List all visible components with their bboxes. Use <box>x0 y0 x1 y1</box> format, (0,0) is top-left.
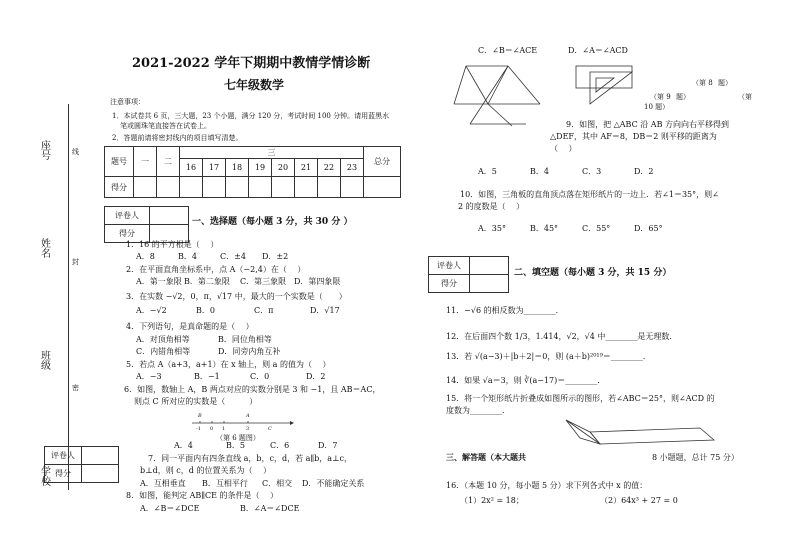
q9-line3: （ ） <box>550 144 577 153</box>
q6-opt-a: A．4 <box>174 441 193 450</box>
page-title: 2021-2022 学年下期期中教情学情诊断 <box>132 56 371 71</box>
fig8-caption-b: 题） <box>718 79 732 87</box>
q8-opt-d: D．∠A＝∠ACD <box>568 46 628 55</box>
q10-opt-b: B．45° <box>530 224 559 233</box>
th-one: 一 <box>134 147 157 177</box>
name-label: 姓名 <box>38 238 50 258</box>
q2-opt-c: C．第三象限 <box>240 277 287 286</box>
q11: 11．−√6 的相反数为________． <box>446 306 564 315</box>
q1-opt-d: D．±2 <box>262 252 289 261</box>
q9-opt-d: D．2 <box>634 167 654 176</box>
class-label: 班级 <box>38 350 50 370</box>
q8-opt-b: B．∠A＝∠DCE <box>240 504 300 513</box>
q4-opt-a: A．对顶角相等 <box>136 335 190 344</box>
th-total: 总分 <box>364 147 401 177</box>
score-table <box>104 146 401 198</box>
score-label: 得分 <box>429 275 470 293</box>
score-label: 得分 <box>45 465 82 483</box>
q13: 13．若 √(a−3)＋|b＋2|＝0，则 (a＋b)²⁰¹⁹＝________． <box>446 352 651 361</box>
fig10-caption-b: 10 题） <box>644 103 670 111</box>
score-cell[interactable] <box>82 465 119 483</box>
q3-opt-b: B．0 <box>196 306 215 315</box>
page-subtitle: 七年级数学 <box>224 78 285 92</box>
q8-opt-a: A．∠B＝∠DCE <box>140 504 200 513</box>
q2-opt-d: D．第四象限 <box>294 277 341 286</box>
school-label: 学校 <box>38 466 50 486</box>
grader-box-s1 <box>104 206 189 243</box>
seal-feng: 封 <box>72 258 79 266</box>
q4-opt-b: B．同位角相等 <box>218 335 272 344</box>
q7-line1: 7．同一平面内有四条直线 a，b，c，d，若 a∥b，a⊥c， <box>148 454 353 463</box>
q5-opt-b: B．−1 <box>194 372 220 381</box>
section3-title: 三、解答题（本大题共 <box>446 452 526 462</box>
axis-label-0: 0 <box>210 426 214 432</box>
q4-opt-c: C．内错角相等 <box>136 347 191 356</box>
section2-title: 二、填空题（每小题 3 分，共 15 分） <box>514 268 672 278</box>
score-cell[interactable] <box>272 177 295 198</box>
grader-box-left <box>44 446 119 483</box>
q15-line2: 度数为________． <box>446 406 510 415</box>
grader-label: 评卷人 <box>105 207 150 225</box>
section3-title-b: 8 小题题，总计 75 分） <box>652 453 739 462</box>
seal-mi: 密 <box>72 384 79 392</box>
q3-opt-c: C．π <box>254 306 274 315</box>
score-cell[interactable] <box>341 177 364 198</box>
axis-label-b: B <box>198 413 202 419</box>
note-2: 2．答题前请将密封线内的项目填写清楚。 <box>112 134 243 142</box>
notes-heading: 注意事项： <box>110 98 145 106</box>
score-cell[interactable] <box>364 177 401 198</box>
q9-line1: 9．如图，把 △ABC 沿 AB 方向向右平移得到 <box>566 120 729 129</box>
q10-opt-d: D．65° <box>634 224 663 233</box>
score-label: 得分 <box>105 225 150 243</box>
th-16: 16 <box>180 159 203 177</box>
fig8-caption: （第 8 <box>692 79 713 87</box>
q4: 4．下列语句，是真命题的是（ ） <box>126 322 254 331</box>
q6-opt-b: B．5 <box>226 441 245 450</box>
fig10-caption: （第 <box>738 93 752 101</box>
fig9-caption-b: 题） <box>676 93 690 101</box>
score-cell[interactable] <box>157 177 180 198</box>
score-cell[interactable] <box>180 177 203 198</box>
q1-opt-a: A．8 <box>136 252 155 261</box>
th-17: 17 <box>203 159 226 177</box>
q10-opt-a: A．35° <box>478 224 506 233</box>
q9-opt-b: B．4 <box>530 167 549 176</box>
q7-opt-a: A．互相垂直 <box>140 479 186 488</box>
q16: 16．（本题 10 分，每小题 5 分）求下列各式中 x 的值： <box>446 481 648 490</box>
grader-label: 评卷人 <box>45 447 82 465</box>
score-cell[interactable] <box>295 177 318 198</box>
th-three: 三 <box>180 147 364 159</box>
q9-opt-a: A．5 <box>478 167 497 176</box>
q7-opt-d: D．不能确定关系 <box>302 479 365 488</box>
th-18: 18 <box>226 159 249 177</box>
note-1b: 笔或圆珠笔直接答在试卷上。 <box>120 122 211 130</box>
q6-line2: 则点 C 所对应的实数是（ ） <box>134 397 258 406</box>
grader-cell[interactable] <box>82 447 119 465</box>
q1: 1．16 的平方根是（ ） <box>126 240 219 249</box>
score-cell[interactable] <box>470 275 509 293</box>
q3-opt-d: D．√17 <box>310 306 340 315</box>
score-row-label: 得分 <box>105 177 134 198</box>
th-22: 22 <box>318 159 341 177</box>
q5-opt-d: D．2 <box>306 372 326 381</box>
q15-line1: 15．将一个矩形纸片折叠成如图所示的图形，若∠ABC＝25°，则∠ACD 的 <box>446 394 715 403</box>
q8-opt-c: C．∠B＝∠ACE <box>478 46 538 55</box>
score-cell[interactable] <box>226 177 249 198</box>
th-19: 19 <box>249 159 272 177</box>
note-1a: 1．本试卷共 6 页，三大题，23 个小题，满分 120 分，考试时间 100 分钟。请用蓝黑水 <box>112 112 390 120</box>
q7-opt-b: B．互相平行 <box>202 479 248 488</box>
axis-label-a: A <box>246 413 250 419</box>
grader-cell[interactable] <box>150 207 189 225</box>
q3: 3．在实数 −√2，0，π，√17 中，最大的一个实数是（ ） <box>126 292 347 301</box>
q10-line1: 10．如图，三角板的直角顶点落在矩形纸片的一边上．若∠1＝35°，则∠ <box>460 190 719 199</box>
q16-part2: （2）64x³ + 27 = 0 <box>600 496 678 505</box>
th-23: 23 <box>341 159 364 177</box>
section1-title: 一、选择题（每小题 3 分，共 30 分 ） <box>192 217 353 227</box>
q5: 5．若点 A（a+3，a+1）在 x 轴上，则 a 的值为（ ） <box>126 360 331 369</box>
score-cell[interactable] <box>318 177 341 198</box>
axis-label-3: 3 <box>246 426 250 432</box>
binding-line <box>68 104 69 490</box>
grader-box-s2 <box>428 256 509 293</box>
seal-xian: 线 <box>72 148 79 156</box>
seat-label: 座号 <box>38 140 50 160</box>
q6-opt-c: C．6 <box>270 441 290 450</box>
q8: 8．如图，能判定 AB∥CE 的条件是（ ） <box>126 491 279 500</box>
q16-part1: （1）2x² = 18； <box>460 496 524 505</box>
q6-caption: （第 6 题图） <box>216 434 260 442</box>
axis-label-neg1: -1 <box>196 426 201 432</box>
q1-opt-b: B．4 <box>178 252 197 261</box>
th-number: 题号 <box>105 147 134 177</box>
q14: 14．如果 √a＝3，则 ∛(a−17)＝________． <box>446 376 606 385</box>
fig9-caption: （第 9 <box>650 93 671 101</box>
q9-line2: △DEF，其中 AF＝8，DB＝2 则平移的距离为 <box>550 132 717 141</box>
th-two: 二 <box>157 147 180 177</box>
q5-opt-a: A．−3 <box>136 372 162 381</box>
axis-label-c: C <box>268 426 272 432</box>
q10-opt-c: C．55° <box>582 224 611 233</box>
q12: 12．在后面四个数 1/3，1.414，√2，√4 中________是无理数． <box>446 332 678 341</box>
q2: 2．在平面直角坐标系中，点 A（−2,4）在（ ） <box>126 265 306 274</box>
q5-opt-c: C．0 <box>250 372 270 381</box>
th-20: 20 <box>272 159 295 177</box>
grader-label: 评卷人 <box>429 257 470 275</box>
score-cell[interactable] <box>249 177 272 198</box>
q6-line1: 6．如图，数轴上 A，B 两点对应的实数分别是 3 和 −1，且 AB＝AC， <box>124 385 381 394</box>
axis-label-1: 1 <box>222 426 226 432</box>
q6-opt-d: D．7 <box>318 441 338 450</box>
q7-line2: b⊥d，则 c，d 的位置关系为（ ） <box>140 466 271 475</box>
q1-opt-c: C．±4 <box>220 252 246 261</box>
q10-line2: 2 的度数是（ ） <box>458 202 525 211</box>
score-cell[interactable] <box>134 177 157 198</box>
q2-opt-b: B．第二象限 <box>184 277 230 286</box>
q7-opt-c: C．相交 <box>262 479 293 488</box>
q4-opt-d: D．同旁内角互补 <box>218 347 281 356</box>
q9-opt-c: C．3 <box>582 167 602 176</box>
q2-opt-a: A．第一象限 <box>136 277 182 286</box>
th-21: 21 <box>295 159 318 177</box>
grader-cell[interactable] <box>470 257 509 275</box>
score-cell[interactable] <box>203 177 226 198</box>
q3-opt-a: A．−√2 <box>136 306 167 315</box>
